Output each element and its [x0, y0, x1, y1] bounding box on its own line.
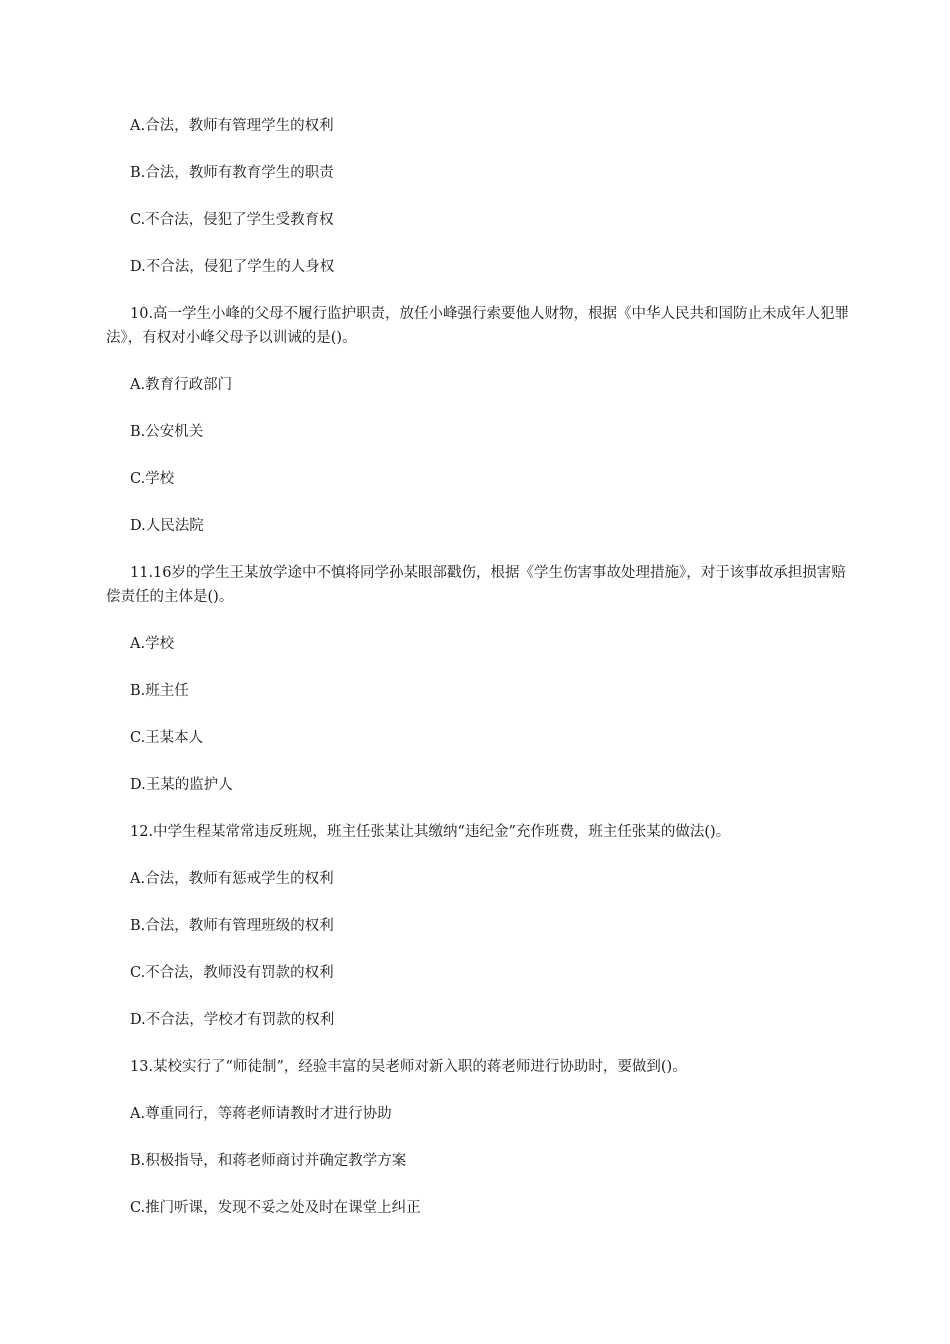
option-11d: D.王某的监护人	[130, 777, 233, 793]
question-13-stem: 13.某校实行了“师徒制”，经验丰富的吴老师对新入职的蒋老师进行协助时，要做到()。	[130, 1059, 687, 1075]
option-11a: A.学校	[130, 636, 175, 652]
option-10c: C.学校	[130, 471, 175, 487]
option-9b: B.合法，教师有教育学生的职责	[130, 165, 334, 181]
question-12-stem: 12.中学生程某常常违反班规，班主任张某让其缴纳“违纪金”充作班费，班主任张某的做法()。	[130, 824, 731, 840]
option-11b: B.班主任	[130, 683, 189, 699]
option-12b: B.合法，教师有管理班级的权利	[130, 918, 334, 934]
option-13c: C.推门听课，发现不妥之处及时在课堂上纠正	[130, 1200, 421, 1216]
option-12d: D.不合法，学校才有罚款的权利	[130, 1012, 335, 1028]
option-9c: C.不合法，侵犯了学生受教育权	[130, 212, 334, 228]
option-9a: A.合法，教师有管理学生的权利	[130, 118, 334, 134]
option-10a: A.教育行政部门	[130, 377, 233, 393]
option-13a: A.尊重同行，等蒋老师请教时才进行协助	[130, 1106, 392, 1122]
option-10b: B.公安机关	[130, 424, 204, 440]
option-12c: C.不合法，教师没有罚款的权利	[130, 965, 334, 981]
option-9d: D.不合法，侵犯了学生的人身权	[130, 259, 335, 275]
option-13b: B.积极指导，和蒋老师商讨并确定教学方案	[130, 1153, 407, 1169]
question-11-stem: 11.16岁的学生王某放学途中不慎将同学孙某眼部戳伤，根据《学生伤害事故处理措施》，对于该事故承担损害赔偿责任的主体是()。	[106, 565, 846, 605]
option-12a: A.合法，教师有惩戒学生的权利	[130, 871, 334, 887]
option-11c: C.王某本人	[130, 730, 204, 746]
option-10d: D.人民法院	[130, 518, 204, 534]
question-10-stem: 10.高一学生小峰的父母不履行监护职责，放任小峰强行索要他人财物，根据《中华人民共和国防止未成年人犯罪法》，有权对小峰父母予以训诫的是()。	[106, 306, 850, 346]
